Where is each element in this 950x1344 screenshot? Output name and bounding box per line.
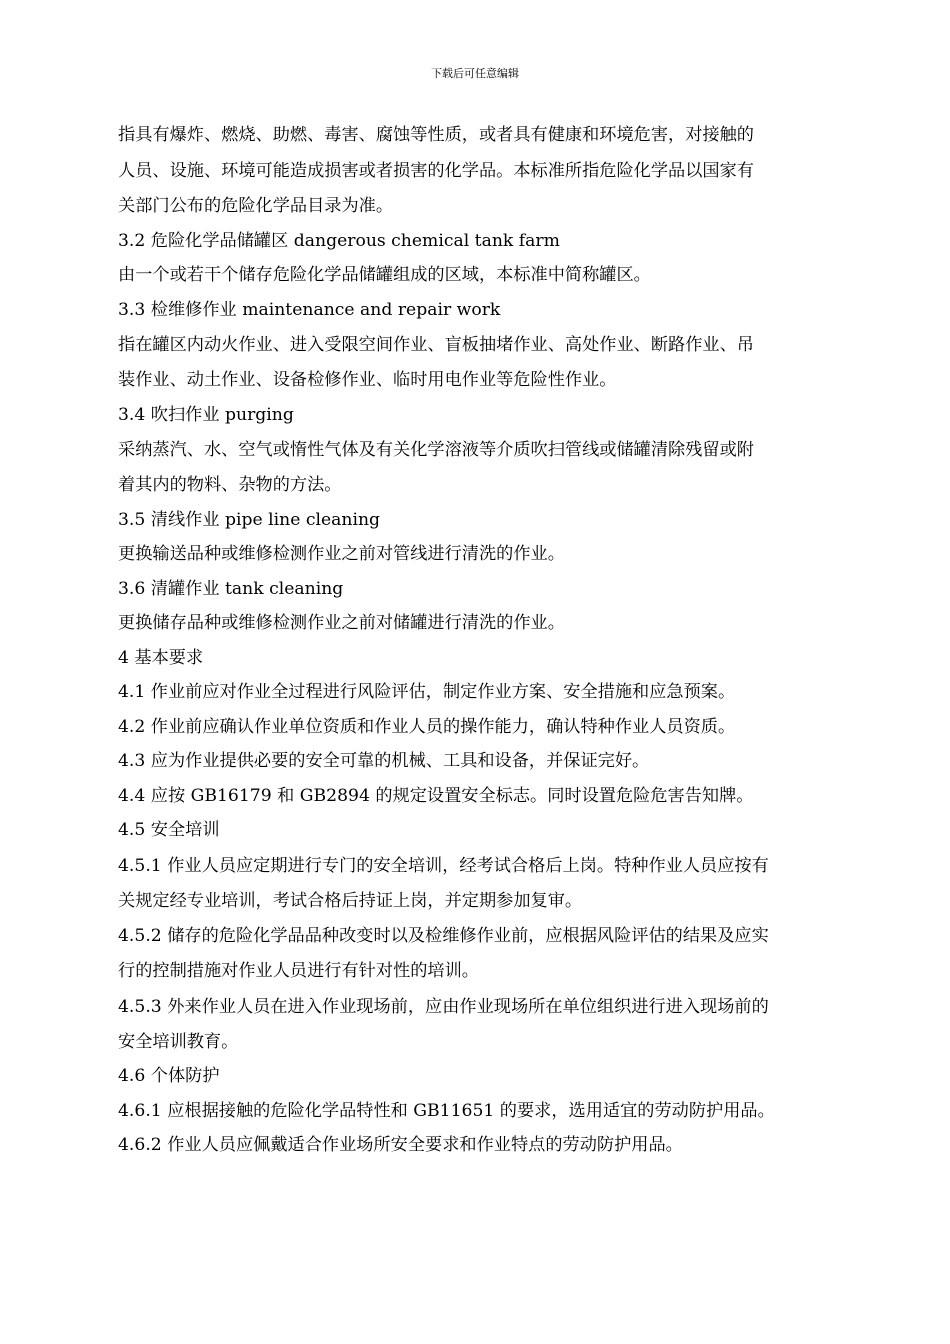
section-heading: 4 基本要求 — [118, 647, 204, 668]
paragraph-line: 着其内的物料、杂物的方法。 — [118, 475, 342, 495]
paragraph-line: 4.1 作业前应对作业全过程进行风险评估，制定作业方案、安全措施和应急预案。 — [118, 682, 736, 702]
document-body — [118, 117, 838, 1163]
paragraph-line: 4.4 应按 GB16179 和 GB2894 的规定设置安全标志。同时设置危险危害告知牌。 — [118, 785, 754, 806]
paragraph-line: 人员、设施、环境可能造成损害或者损害的化学品。本标准所指危险化学品以国家有 — [118, 161, 754, 181]
paragraph-line: 4.6.1 应根据接触的危险化学品特性和 GB11651 的要求，选用适宜的劳动防护用品。 — [118, 1100, 775, 1121]
paragraph-line: 更换输送品种或维修检测作业之前对管线进行清洗的作业。 — [118, 544, 565, 564]
paragraph-line: 由一个或若干个储存危险化学品储罐组成的区域，本标准中简称罐区。 — [118, 265, 651, 285]
paragraph-line: 更换储存品种或维修检测作业之前对储罐进行清洗的作业。 — [118, 613, 565, 633]
paragraph-line: 安全培训教育。 — [118, 1031, 239, 1052]
section-heading: 4.6 个体防护 — [118, 1066, 220, 1086]
section-heading: 3.2 危险化学品储罐区 dangerous chemical tank farm — [118, 230, 560, 251]
paragraph-line: 4.2 作业前应确认作业单位资质和作业人员的操作能力，确认特种作业人员资质。 — [118, 716, 736, 737]
paragraph-line: 关部门公布的危险化学品目录为准。 — [118, 196, 394, 216]
paragraph-line: 装作业、动土作业、设备检修作业、临时用电作业等危险性作业。 — [118, 370, 617, 390]
paragraph-line: 指在罐区内动火作业、进入受限空间作业、盲板抽堵作业、高处作业、断路作业、吊 — [118, 335, 754, 355]
paragraph-line: 关规定经专业培训，考试合格后持证上岗，并定期参加复审。 — [118, 890, 583, 911]
paragraph-line: 4.6.2 作业人员应佩戴适合作业场所安全要求和作业特点的劳动防护用品。 — [118, 1135, 683, 1155]
paragraph-line: 指具有爆炸、燃烧、助燃、毒害、腐蚀等性质，或者具有健康和环境危害，对接触的 — [118, 125, 754, 145]
paragraph-line: 采纳蒸汽、水、空气或惰性气体及有关化学溶液等介质吹扫管线或储罐清除残留或附 — [118, 440, 754, 460]
paragraph-line: 4.3 应为作业提供必要的安全可靠的机械、工具和设备，并保证完好。 — [118, 751, 650, 771]
section-heading: 3.3 检维修作业 maintenance and repair work — [118, 299, 501, 320]
paragraph-line: 4.5.3 外来作业人员在进入作业现场前，应由作业现场所在单位组织进行进入现场前的 — [118, 996, 769, 1017]
paragraph-line: 4.5.2 储存的危险化学品品种改变时以及检维修作业前，应根据风险评估的结果及应实 — [118, 926, 769, 946]
section-heading: 4.5 安全培训 — [118, 820, 220, 840]
paragraph-line: 行的控制措施对作业人员进行有针对性的培训。 — [118, 961, 479, 981]
section-heading: 3.5 清线作业 pipe line cleaning — [118, 509, 381, 530]
section-heading: 3.6 清罐作业 tank cleaning — [118, 578, 344, 599]
section-heading: 3.4 吹扫作业 purging — [118, 404, 294, 425]
page-header: 下载后可任意编辑 — [431, 67, 519, 80]
paragraph-line: 4.5.1 作业人员应定期进行专门的安全培训，经考试合格后上岗。特种作业人员应按有 — [118, 855, 769, 876]
